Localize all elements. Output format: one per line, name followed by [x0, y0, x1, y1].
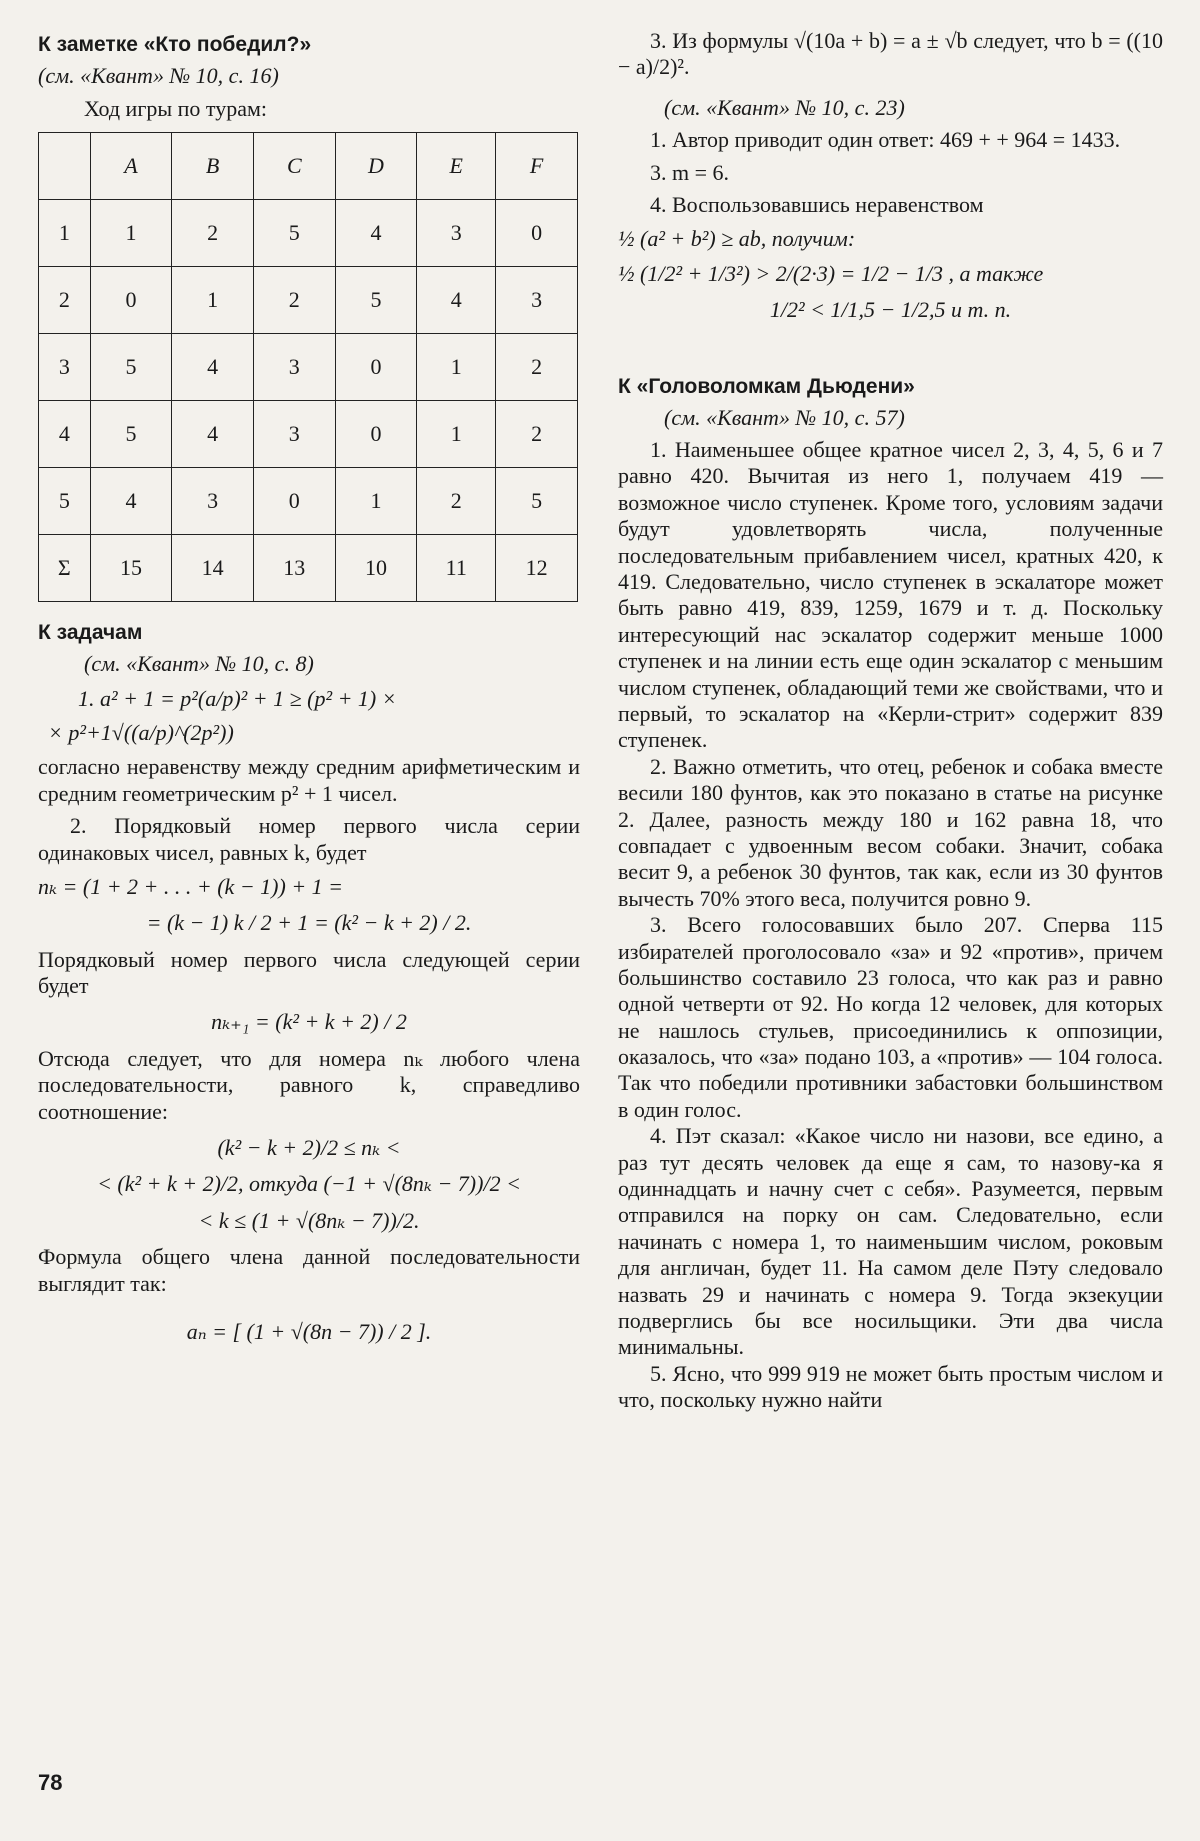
- table-cell: 2: [417, 467, 496, 534]
- table-cell: 0: [335, 400, 417, 467]
- table-cell: 10: [335, 534, 417, 601]
- table-cell: 1: [417, 333, 496, 400]
- paragraph: 2. Важно отметить, что отец, ребенок и собака вместе весили 180 фунтов, как это показано в статье на рисунке 2. Далее, разность между 180 и 162 равна 18, что совпадает с удвоенным весом собаки. Значит, собака весит 9, а ребенок 30 фунтов, так как, если из 30 фунтов вычесть 70% этого веса, получится ровно 9.: [618, 753, 1163, 911]
- source-reference: (см. «Квант» № 10, с. 16): [38, 63, 279, 89]
- formula-line: 1/2² < 1/1,5 − 1/2,5 и т. п.: [769, 297, 1012, 323]
- formula-line: ½ (1/2² + 1/3²) > 2/(2·3) = 1/2 − 1/3 , а также: [618, 260, 1044, 286]
- table-row: [39, 467, 578, 534]
- table-row: [39, 199, 578, 266]
- table-cell: 0: [253, 467, 335, 534]
- table-cell: 4: [90, 467, 172, 534]
- intro-text: Ход игры по турам:: [84, 95, 268, 121]
- table-cell: 15: [90, 534, 172, 601]
- formula-line: nₖ = (1 + 2 + . . . + (k − 1)) + 1 =: [38, 873, 344, 899]
- table-cell: 0: [335, 333, 417, 400]
- table-cell: 2: [39, 266, 91, 333]
- paragraph: 1. Автор приводит один ответ: 469 + + 964 = 1433.: [650, 127, 1121, 153]
- table-cell: 3: [417, 199, 496, 266]
- table-cell: 4: [172, 400, 254, 467]
- table-row: [39, 534, 578, 601]
- table-cell: 4: [39, 400, 91, 467]
- table-cell: 2: [496, 333, 578, 400]
- table-cell: 5: [90, 400, 172, 467]
- paragraph: 3. Из формулы √(10a + b) = a ± √b следует, что b = ((10 − a)/2)².: [618, 28, 1163, 80]
- table-cell: 2: [172, 199, 254, 266]
- source-reference: (см. «Квант» № 10, с. 57): [664, 404, 905, 430]
- table-cell: 4: [335, 199, 417, 266]
- table-header-cell: C: [253, 132, 335, 199]
- paragraph: 3. m = 6.: [650, 159, 730, 185]
- table-cell: 0: [496, 199, 578, 266]
- table-cell: Σ: [39, 534, 91, 601]
- table-cell: 5: [253, 199, 335, 266]
- paragraph: 5. Ясно, что 999 919 не может быть простым числом и что, поскольку нужно найти: [618, 1360, 1163, 1413]
- table-cell: 5: [90, 333, 172, 400]
- table-cell: 5: [335, 266, 417, 333]
- table-cell: 1: [417, 400, 496, 467]
- table-body: [39, 199, 578, 601]
- formula-line: (k² − k + 2)/2 ≤ nₖ <: [217, 1135, 401, 1161]
- table-cell: 11: [417, 534, 496, 601]
- table-cell: 1: [335, 467, 417, 534]
- table-header-cell: B: [172, 132, 254, 199]
- table-cell: 5: [496, 467, 578, 534]
- section-title-who-won: К заметке «Кто победил?»: [38, 33, 312, 56]
- table-cell: 0: [90, 266, 172, 333]
- table-cell: 4: [417, 266, 496, 333]
- table-cell: 3: [496, 266, 578, 333]
- table-cell: 3: [39, 333, 91, 400]
- formula-line: ½ (a² + b²) ≥ ab, получим:: [618, 226, 856, 252]
- formula-line: = (k − 1) k / 2 + 1 = (k² − k + 2) / 2.: [146, 910, 472, 936]
- table-cell: 3: [253, 400, 335, 467]
- source-reference: (см. «Квант» № 10, с. 8): [84, 651, 314, 677]
- source-reference: (см. «Квант» № 10, с. 23): [664, 94, 905, 120]
- paragraph: 4. Пэт сказал: «Какое число ни назови, все едино, а раз тут десять человек да еще я сам, то назову-ка я одиннадцать и начну счет с себя». Разумеется, первым отправился на порку он сам. Следовательно, если начинать с номера 1, то наименьшим числом, роковым для англичан, будет 11. На самом деле Пэту следовало назвать 29 и начинать с номера 9. Тогда экзекуции подверглись бы все носильщики. Эти два числа минимальны.: [618, 1123, 1163, 1360]
- formula-line: 1. a² + 1 = p²(a/p)² + 1 ≥ (p² + 1) ×: [78, 685, 397, 711]
- right-column: [618, 28, 1163, 1414]
- paragraph: 2. Порядковый номер первого числа серии одинаковых чисел, равных k, будет: [38, 813, 580, 865]
- paragraph: 1. Наименьшее общее кратное чисел 2, 3, 4, 5, 6 и 7 равно 420. Вычитая из него 1, получаем 419 — возможное число ступенек. Кроме того, условиям задачи будут удовлетворять числа, полученные последовательным прибавлением чисел, кратных 420, к 419. Следовательно, число ступенек в эскалаторе может быть равно 419, 839, 1259, 1679 и т. д. Поскольку интересующий нас эскалатор содержит меньше 1000 ступенек и на линии есть еще один эскалатор с меньшим числом ступенек, обладающий теми же свойствами, что и первый, то эскалатор на «Керли-стрит» содержит 839 ступенек.: [618, 437, 1163, 753]
- table-header-cell: F: [496, 132, 578, 199]
- paragraph: согласно неравенству между средним арифметическим и средним геометрическим p² + 1 чисел.: [38, 754, 580, 806]
- page-number: 78: [38, 1770, 63, 1795]
- table-cell: 3: [253, 333, 335, 400]
- formula-line: × p²+1√((a/p)^(2p²)): [48, 719, 234, 745]
- formula-line: nₖ₊₁ = (k² + k + 2) / 2: [211, 1009, 407, 1035]
- table-row: [39, 266, 578, 333]
- table-header-row: [39, 132, 578, 199]
- section-title-problems: К задачам: [38, 620, 143, 644]
- table-cell: 1: [90, 199, 172, 266]
- paragraph: Отсюда следует, что для номера nₖ любого члена последовательности, равного k, справедливо соотношение:: [38, 1045, 580, 1124]
- formula-line: < k ≤ (1 + √(8nₖ − 7))/2.: [198, 1207, 420, 1233]
- table-cell: 2: [253, 266, 335, 333]
- table-cell: 2: [496, 400, 578, 467]
- table-cell: 13: [253, 534, 335, 601]
- table-cell: 1: [172, 266, 254, 333]
- paragraph: Порядковый номер первого числа следующей серии будет: [38, 946, 580, 999]
- paragraph: 3. Всего голосовавших было 207. Сперва 115 избирателей проголосовало «за» и 92 «против», причем большинство составило 23 голоса, что как раз и равно одной четверти от 92. Но когда 12 человек, для которых не нашлось стульев, присоединились к оппозиции, оказалось, что «за» подано 103, а «против» — 104 голоса. Так что победили противники забастовки большинством в один голос.: [618, 912, 1163, 1122]
- paragraph: Формула общего члена данной последовательности выглядит так:: [38, 1244, 580, 1296]
- table-header-cell: [39, 132, 91, 199]
- paragraph: 4. Воспользовавшись неравенством: [650, 191, 984, 217]
- table-cell: 1: [39, 199, 91, 266]
- table-cell: 4: [172, 333, 254, 400]
- table-row: [39, 333, 578, 400]
- section-title-dudeney: К «Головоломкам Дьюдени»: [618, 374, 915, 398]
- game-rounds-table: [38, 132, 578, 602]
- table-row: [39, 400, 578, 467]
- formula-line: < (k² + k + 2)/2, откуда (−1 + √(8nₖ − 7))/2 <: [97, 1171, 521, 1197]
- table-header-cell: A: [90, 132, 172, 199]
- table-header-cell: E: [417, 132, 496, 199]
- table-cell: 12: [496, 534, 578, 601]
- table-header-cell: D: [335, 132, 417, 199]
- table-cell: 3: [172, 467, 254, 534]
- formula-line: aₙ = [ (1 + √(8n − 7)) / 2 ].: [186, 1318, 432, 1344]
- table-cell: 5: [39, 467, 91, 534]
- left-column: [38, 28, 580, 1355]
- table-cell: 14: [172, 534, 254, 601]
